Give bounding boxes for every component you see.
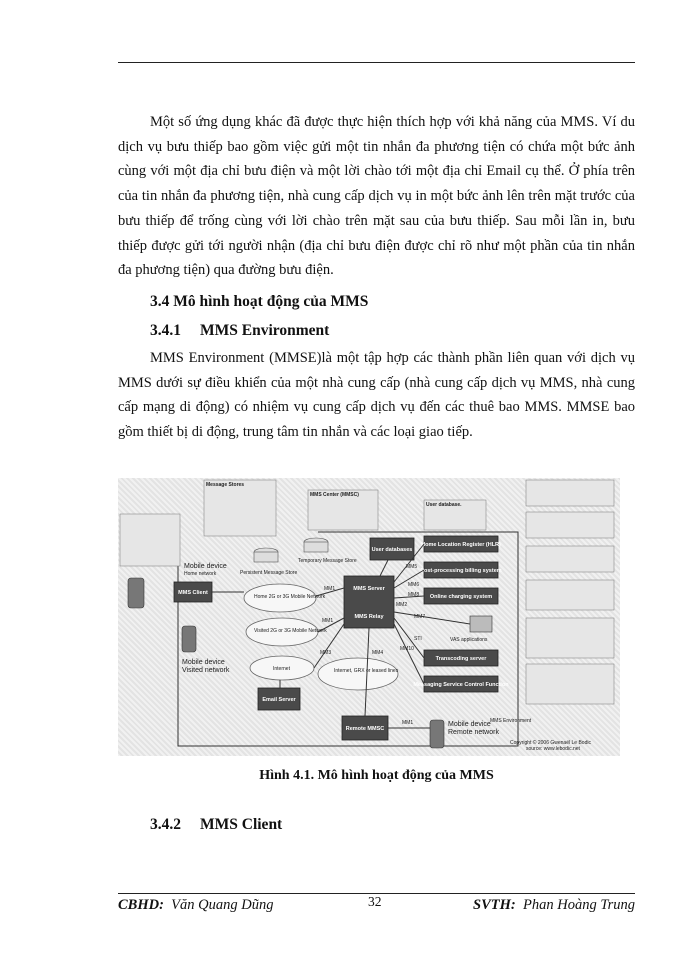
grx-cloud xyxy=(318,658,398,690)
footer-advisor-name: Văn Quang Dũng xyxy=(171,897,274,913)
intro-paragraph: Một số ứng dụng khác đã được thực hiện thích hợp với khả năng của MMS. Ví du dịch vụ bưu thiếp bao gồm việc gửi một tin nhắn đa phương tiện có chứa một bức ảnh cùng với một địa chỉ bưu điện và một lời chào tới một địa chỉ Email cụ thể. Ở phía trên của tin nhắn đa phương tiện, nhà cung cấp dịch vụ in một bức ảnh lên trên mặt trước của bưu thiếp để trống cùng với lời chào trên mặt sau của bưu thiếp. Sau mỗi lần in, bưu thiếp được gửi tới người nhận (địa chỉ bưu điện được chỉ rõ như một phần của tin nhắn đa phương tiện) qua đường bưu điện. xyxy=(118,114,635,279)
interface-mm8: MM8 xyxy=(408,592,420,598)
mms-server-label: MMS Server xyxy=(353,586,385,592)
interface-mm5: MM5 xyxy=(406,564,418,570)
mobile-phone-visited-icon xyxy=(182,626,196,652)
vas-label: VAS applications xyxy=(450,637,488,643)
email-server-label: Email Server xyxy=(262,697,296,703)
subsection-title: MMS Client xyxy=(200,816,283,833)
user-databases-label: User databases xyxy=(371,547,413,553)
footer-advisor-label: CBHD: xyxy=(118,897,164,913)
server-to-userdb-link xyxy=(380,560,388,576)
mscf-note xyxy=(526,664,614,704)
visited-network-label: Visited network xyxy=(182,667,230,674)
interface-mm10: MM10 xyxy=(400,646,414,652)
mobile-home-label: Mobile device xyxy=(184,563,227,570)
page-number: 32 xyxy=(368,894,382,909)
mscf-label: Messaging Service Control Function xyxy=(413,682,509,688)
source-label: source: www.lebodic.net xyxy=(526,746,580,752)
footer-student-name: Phan Hoàng Trung xyxy=(523,897,635,913)
transcoding-label: Transcoding server xyxy=(435,656,487,662)
page-footer xyxy=(118,894,635,917)
mobile-phone-icon xyxy=(128,578,144,608)
visited-2g3g-label: Visited 2G or 3G Mobile Network xyxy=(254,628,327,634)
mms-relay-label: MMS Relay xyxy=(354,614,384,620)
internet-grx-label: Internet, GRX or leased lines xyxy=(334,668,399,674)
mmse-paragraph: MMS Environment (MMSE)là một tập hợp các thành phần liên quan với dịch vụ MMS dưới sự điều khiển của một nhà cung cấp (nhà cung cấp dịch vụ MMS, nhà cung cấp mạng di động) có nhiệm vụ cung cấp dịch vụ đến các thuê bao MMS. MMSE bao gồm thiết bị di động, trung tâm tin nhắn và các loại giao tiếp. xyxy=(118,350,635,441)
mms-environment-label: MMS Environment xyxy=(490,718,532,724)
message-stores-note xyxy=(204,480,276,536)
relay-to-vas-link xyxy=(394,612,470,624)
interface-mm3: MM3 xyxy=(320,650,332,656)
mms-client-label: MMS Client xyxy=(178,590,208,596)
subsection-title: MMS Environment xyxy=(200,322,330,339)
interface-mm1-remote: MM1 xyxy=(402,720,414,726)
vas-computer-icon xyxy=(470,616,492,632)
interface-mm6: MM6 xyxy=(408,582,420,588)
interface-mm1-visited: MM1 xyxy=(322,618,334,624)
interface-sti: STI xyxy=(414,636,422,642)
message-stores-label: Message Stores xyxy=(206,482,245,488)
post-billing-label: Post-processing billing system xyxy=(420,568,502,574)
persistent-store-body xyxy=(254,552,278,562)
mms-client-note xyxy=(120,514,180,566)
interface-mm2: MM2 xyxy=(396,602,408,608)
transcoding-note xyxy=(526,618,614,658)
charging-note xyxy=(526,546,614,572)
hlr-note xyxy=(526,480,614,506)
home-2g3g-label: Home 2G or 3G Mobile Network xyxy=(254,594,326,600)
mobile-phone-remote-icon xyxy=(430,720,444,748)
subsection-heading-mms-environment xyxy=(150,322,329,340)
online-charging-label: Online charging system xyxy=(429,594,493,600)
figure-caption: Hình 4.1. Mô hình hoạt động của MMS xyxy=(259,768,494,783)
mms-architecture-diagram xyxy=(118,478,620,756)
internet-label: Internet xyxy=(273,666,290,672)
interface-mm4: MM4 xyxy=(372,650,384,656)
mobile-remote-label: Mobile device xyxy=(448,721,491,728)
copyright-label: Copyright © 2006 Gwenaël Le Bodic xyxy=(510,740,591,746)
temporary-store-label: Temporary Message Store xyxy=(298,558,357,564)
section-heading: 3.4 Mô hình hoạt động của MMS xyxy=(150,293,369,310)
vas-note xyxy=(526,580,614,610)
home-network-label: Home network xyxy=(184,571,217,577)
footer-student-label: SVTH: xyxy=(473,897,516,913)
interface-mm1-home: MM1 xyxy=(324,586,336,592)
remote-network-label: Remote network xyxy=(448,729,499,736)
subsection-heading-mms-client xyxy=(150,816,282,834)
mobile-visited-label: Mobile device xyxy=(182,659,225,666)
footer-student xyxy=(473,897,635,914)
temporary-store-body xyxy=(304,542,328,552)
footer-advisor xyxy=(118,897,273,914)
hlr-label: Home Location Register (HLR) xyxy=(421,542,501,548)
subsection-number: 3.4.1 xyxy=(150,322,181,339)
relay-to-mscf-link xyxy=(394,624,424,684)
interface-mm7: MM7 xyxy=(414,614,426,620)
header-rule xyxy=(118,62,635,63)
user-database-label: User database. xyxy=(426,502,462,508)
billing-note xyxy=(526,512,614,538)
mmsc-center-label: MMS Center (MMSC) xyxy=(310,492,359,498)
mms-architecture-figure xyxy=(118,478,620,756)
remote-mmsc-label: Remote MMSC xyxy=(345,726,385,732)
subsection-number: 3.4.2 xyxy=(150,816,181,833)
mms-server-relay-box xyxy=(344,576,394,628)
persistent-store-label: Persistent Message Store xyxy=(240,570,298,576)
